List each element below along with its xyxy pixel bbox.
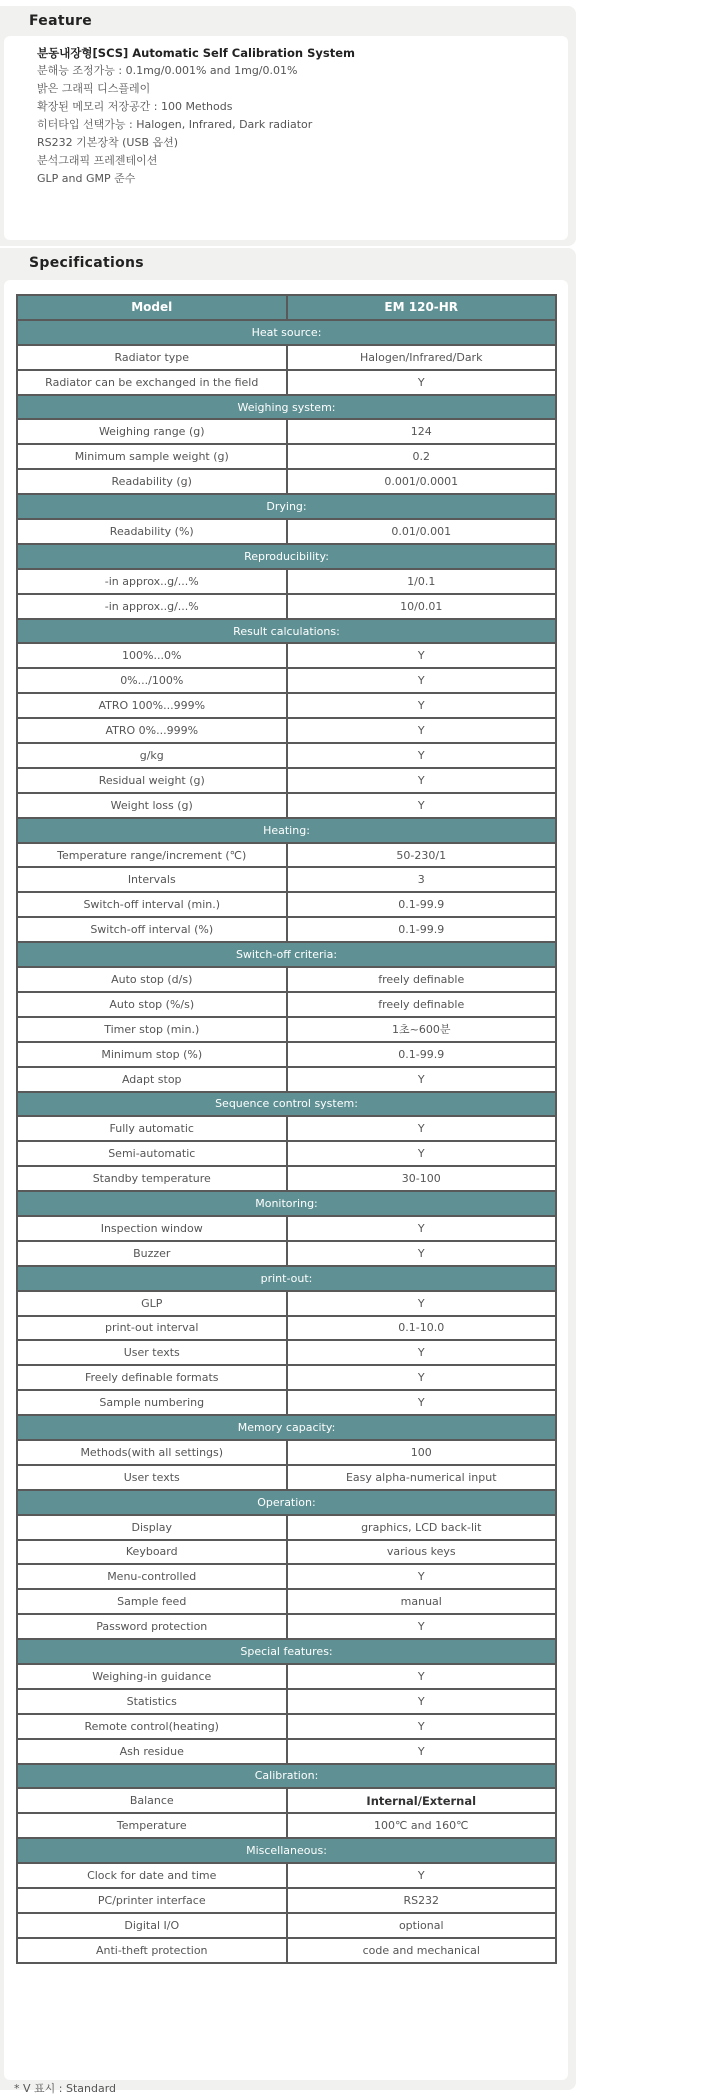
specifications-title: Specifications [29, 255, 144, 271]
spec-label: Freely definable formats [17, 1365, 287, 1390]
spec-value: Y [287, 1365, 557, 1390]
spec-value: RS232 [287, 1888, 557, 1913]
table-row [17, 1863, 556, 1888]
spec-value: 124 [287, 419, 557, 444]
table-row [17, 1540, 556, 1565]
spec-label: Temperature [17, 1813, 287, 1838]
spec-label: Switch-off interval (min.) [17, 892, 287, 917]
table-row [17, 1913, 556, 1938]
feature-content [4, 36, 568, 240]
spec-value: Y [287, 718, 557, 743]
model-name: EM 120-HR [287, 295, 557, 320]
table-row [17, 1241, 556, 1266]
section-header-row [17, 1191, 556, 1216]
section-title: Switch-off criteria: [17, 942, 556, 967]
table-row [17, 1714, 556, 1739]
section-header-row [17, 320, 556, 345]
table-row [17, 1042, 556, 1067]
spec-label: Minimum stop (%) [17, 1042, 287, 1067]
feature-item: 히터타입 선택가능 : Halogen, Infrared, Dark radiator [37, 118, 313, 131]
table-header-row [17, 295, 556, 320]
section-title: Sequence control system: [17, 1092, 556, 1117]
section-title: Memory capacity: [17, 1415, 556, 1440]
spec-label: Buzzer [17, 1241, 287, 1266]
feature-item: 밝은 그래픽 디스플레이 [37, 82, 151, 95]
spec-value: Y [287, 1116, 557, 1141]
spec-label: Switch-off interval (%) [17, 917, 287, 942]
table-row [17, 1465, 556, 1490]
table-row [17, 370, 556, 395]
section-title: Result calculations: [17, 619, 556, 644]
spec-value: 30-100 [287, 1166, 557, 1191]
spec-value: Y [287, 1664, 557, 1689]
spec-value: Y [287, 1863, 557, 1888]
section-header-row [17, 818, 556, 843]
table-row [17, 469, 556, 494]
feature-item: GLP and GMP 준수 [37, 172, 136, 185]
spec-value: Y [287, 668, 557, 693]
table-row [17, 1938, 556, 1963]
spec-label: Adapt stop [17, 1067, 287, 1092]
spec-value: Y [287, 743, 557, 768]
spec-value: 0.1-99.9 [287, 892, 557, 917]
spec-value: Y [287, 1739, 557, 1764]
spec-value: 100 [287, 1440, 557, 1465]
section-header-row [17, 1838, 556, 1863]
table-row [17, 1689, 556, 1714]
section-title: Calibration: [17, 1764, 556, 1789]
spec-label: Standby temperature [17, 1166, 287, 1191]
table-row [17, 569, 556, 594]
spec-value: 0.01/0.001 [287, 519, 557, 544]
section-header-row [17, 1415, 556, 1440]
section-header-row [17, 1764, 556, 1789]
spec-label: 100%...0% [17, 643, 287, 668]
table-row [17, 793, 556, 818]
table-row [17, 1340, 556, 1365]
section-title: Operation: [17, 1490, 556, 1515]
section-header-row [17, 1490, 556, 1515]
section-header-row [17, 619, 556, 644]
spec-value: Y [287, 1390, 557, 1415]
spec-value: Y [287, 1067, 557, 1092]
spec-value: Y [287, 1564, 557, 1589]
table-row [17, 594, 556, 619]
section-title: Drying: [17, 494, 556, 519]
spec-value: Y [287, 1614, 557, 1639]
table-row [17, 419, 556, 444]
table-row [17, 967, 556, 992]
section-title: Heat source: [17, 320, 556, 345]
table-row [17, 693, 556, 718]
spec-label: User texts [17, 1465, 287, 1490]
spec-label: Radiator can be exchanged in the field [17, 370, 287, 395]
spec-label: Anti-theft protection [17, 1938, 287, 1963]
table-row [17, 992, 556, 1017]
spec-value: Y [287, 1141, 557, 1166]
spec-value: Y [287, 693, 557, 718]
table-row [17, 345, 556, 370]
spec-label: GLP [17, 1291, 287, 1316]
spec-value: Y [287, 1714, 557, 1739]
spec-label: Readability (%) [17, 519, 287, 544]
table-row [17, 1365, 556, 1390]
table-row [17, 668, 556, 693]
spec-label: Clock for date and time [17, 1863, 287, 1888]
table-row [17, 1440, 556, 1465]
table-row [17, 1216, 556, 1241]
table-row [17, 643, 556, 668]
spec-value: optional [287, 1913, 557, 1938]
table-row [17, 1614, 556, 1639]
table-row [17, 1390, 556, 1415]
feature-item: 분해능 조정가능 : 0.1mg/0.001% and 1mg/0.01% [37, 64, 298, 77]
spec-value: Y [287, 1291, 557, 1316]
table-row [17, 1017, 556, 1042]
spec-label: Weight loss (g) [17, 793, 287, 818]
table-row [17, 917, 556, 942]
model-header: Model [17, 295, 287, 320]
spec-label: Inspection window [17, 1216, 287, 1241]
section-title: Special features: [17, 1639, 556, 1664]
spec-label: PC/printer interface [17, 1888, 287, 1913]
spec-value: 50-230/1 [287, 843, 557, 868]
table-row [17, 444, 556, 469]
section-title: Monitoring: [17, 1191, 556, 1216]
spec-label: Weighing-in guidance [17, 1664, 287, 1689]
spec-label: Radiator type [17, 345, 287, 370]
section-header-row [17, 1092, 556, 1117]
spec-label: Methods(with all settings) [17, 1440, 287, 1465]
section-title: Weighing system: [17, 395, 556, 420]
table-row [17, 1166, 556, 1191]
section-header-row [17, 1266, 556, 1291]
feature-item: 확장된 메모리 저장공간 : 100 Methods [37, 100, 233, 113]
table-row [17, 867, 556, 892]
spec-value: graphics, LCD back-lit [287, 1515, 557, 1540]
spec-label: User texts [17, 1340, 287, 1365]
feature-item: RS232 기본장착 (USB 옵션) [37, 136, 179, 149]
table-row [17, 1515, 556, 1540]
section-header-row [17, 942, 556, 967]
spec-label: Sample feed [17, 1589, 287, 1614]
table-row [17, 743, 556, 768]
section-header-row [17, 494, 556, 519]
spec-label: Display [17, 1515, 287, 1540]
table-row [17, 768, 556, 793]
spec-value: 0.2 [287, 444, 557, 469]
feature-item: 분석그래픽 프레젠테이션 [37, 154, 158, 167]
spec-label: Auto stop (d/s) [17, 967, 287, 992]
spec-label: Remote control(heating) [17, 1714, 287, 1739]
table-row [17, 519, 556, 544]
specifications-table [16, 294, 557, 1964]
spec-value: 0.1-10.0 [287, 1316, 557, 1341]
footnote: * V 표시 : Standard [14, 2082, 117, 2095]
spec-value: Y [287, 1216, 557, 1241]
table-row [17, 1739, 556, 1764]
table-row [17, 1116, 556, 1141]
spec-label: ATRO 0%...999% [17, 718, 287, 743]
spec-value: freely definable [287, 967, 557, 992]
table-row [17, 1788, 556, 1813]
spec-label: Digital I/O [17, 1913, 287, 1938]
spec-value: Y [287, 768, 557, 793]
table-row [17, 1067, 556, 1092]
table-row [17, 1813, 556, 1838]
section-header-row [17, 544, 556, 569]
spec-label: Minimum sample weight (g) [17, 444, 287, 469]
spec-value: 10/0.01 [287, 594, 557, 619]
table-row [17, 1291, 556, 1316]
specifications-panel [0, 248, 576, 2095]
spec-label: Keyboard [17, 1540, 287, 1565]
feature-item: 분동내장형[SCS] Automatic Self Calibration System [37, 46, 355, 60]
spec-value: 1/0.1 [287, 569, 557, 594]
section-title: Heating: [17, 818, 556, 843]
spec-label: Intervals [17, 867, 287, 892]
spec-label: Temperature range/increment (℃) [17, 843, 287, 868]
spec-label: Fully automatic [17, 1116, 287, 1141]
spec-label: -in approx..g/...% [17, 569, 287, 594]
spec-value: Y [287, 643, 557, 668]
spec-label: Ash residue [17, 1739, 287, 1764]
spec-label: 0%.../100% [17, 668, 287, 693]
spec-value: Y [287, 793, 557, 818]
spec-value: Y [287, 1689, 557, 1714]
table-row [17, 1564, 556, 1589]
spec-label: print-out interval [17, 1316, 287, 1341]
spec-label: Semi-automatic [17, 1141, 287, 1166]
table-row [17, 892, 556, 917]
spec-value: 0.1-99.9 [287, 917, 557, 942]
feature-panel [0, 6, 576, 246]
table-row [17, 843, 556, 868]
spec-value: various keys [287, 1540, 557, 1565]
spec-value: manual [287, 1589, 557, 1614]
section-title: print-out: [17, 1266, 556, 1291]
table-row [17, 718, 556, 743]
spec-label: Statistics [17, 1689, 287, 1714]
spec-label: Timer stop (min.) [17, 1017, 287, 1042]
spec-label: Residual weight (g) [17, 768, 287, 793]
spec-label: ATRO 100%...999% [17, 693, 287, 718]
spec-label: Menu-controlled [17, 1564, 287, 1589]
section-title: Miscellaneous: [17, 1838, 556, 1863]
table-row [17, 1888, 556, 1913]
spec-value: Y [287, 1340, 557, 1365]
spec-label: Auto stop (%/s) [17, 992, 287, 1017]
spec-value: 0.001/0.0001 [287, 469, 557, 494]
spec-value: Y [287, 370, 557, 395]
spec-value: Easy alpha-numerical input [287, 1465, 557, 1490]
spec-label: Readability (g) [17, 469, 287, 494]
spec-label: -in approx..g/...% [17, 594, 287, 619]
section-header-row [17, 395, 556, 420]
spec-label: g/kg [17, 743, 287, 768]
table-row [17, 1141, 556, 1166]
section-header-row [17, 1639, 556, 1664]
spec-label: Balance [17, 1788, 287, 1813]
spec-value: code and mechanical [287, 1938, 557, 1963]
spec-value: 3 [287, 867, 557, 892]
table-row [17, 1664, 556, 1689]
spec-label: Sample numbering [17, 1390, 287, 1415]
spec-value: 100℃ and 160℃ [287, 1813, 557, 1838]
spec-value: Y [287, 1241, 557, 1266]
spec-value: freely definable [287, 992, 557, 1017]
spec-label: Password protection [17, 1614, 287, 1639]
spec-value: Halogen/Infrared/Dark [287, 345, 557, 370]
spec-value: 0.1-99.9 [287, 1042, 557, 1067]
spec-value: Internal/External [287, 1788, 557, 1813]
specifications-content [4, 280, 568, 2095]
table-row [17, 1589, 556, 1614]
feature-title: Feature [29, 13, 93, 29]
section-title: Reproducibility: [17, 544, 556, 569]
feature-list [37, 44, 355, 188]
spec-label: Weighing range (g) [17, 419, 287, 444]
spec-value: 1초~600분 [287, 1017, 557, 1042]
table-row [17, 1316, 556, 1341]
